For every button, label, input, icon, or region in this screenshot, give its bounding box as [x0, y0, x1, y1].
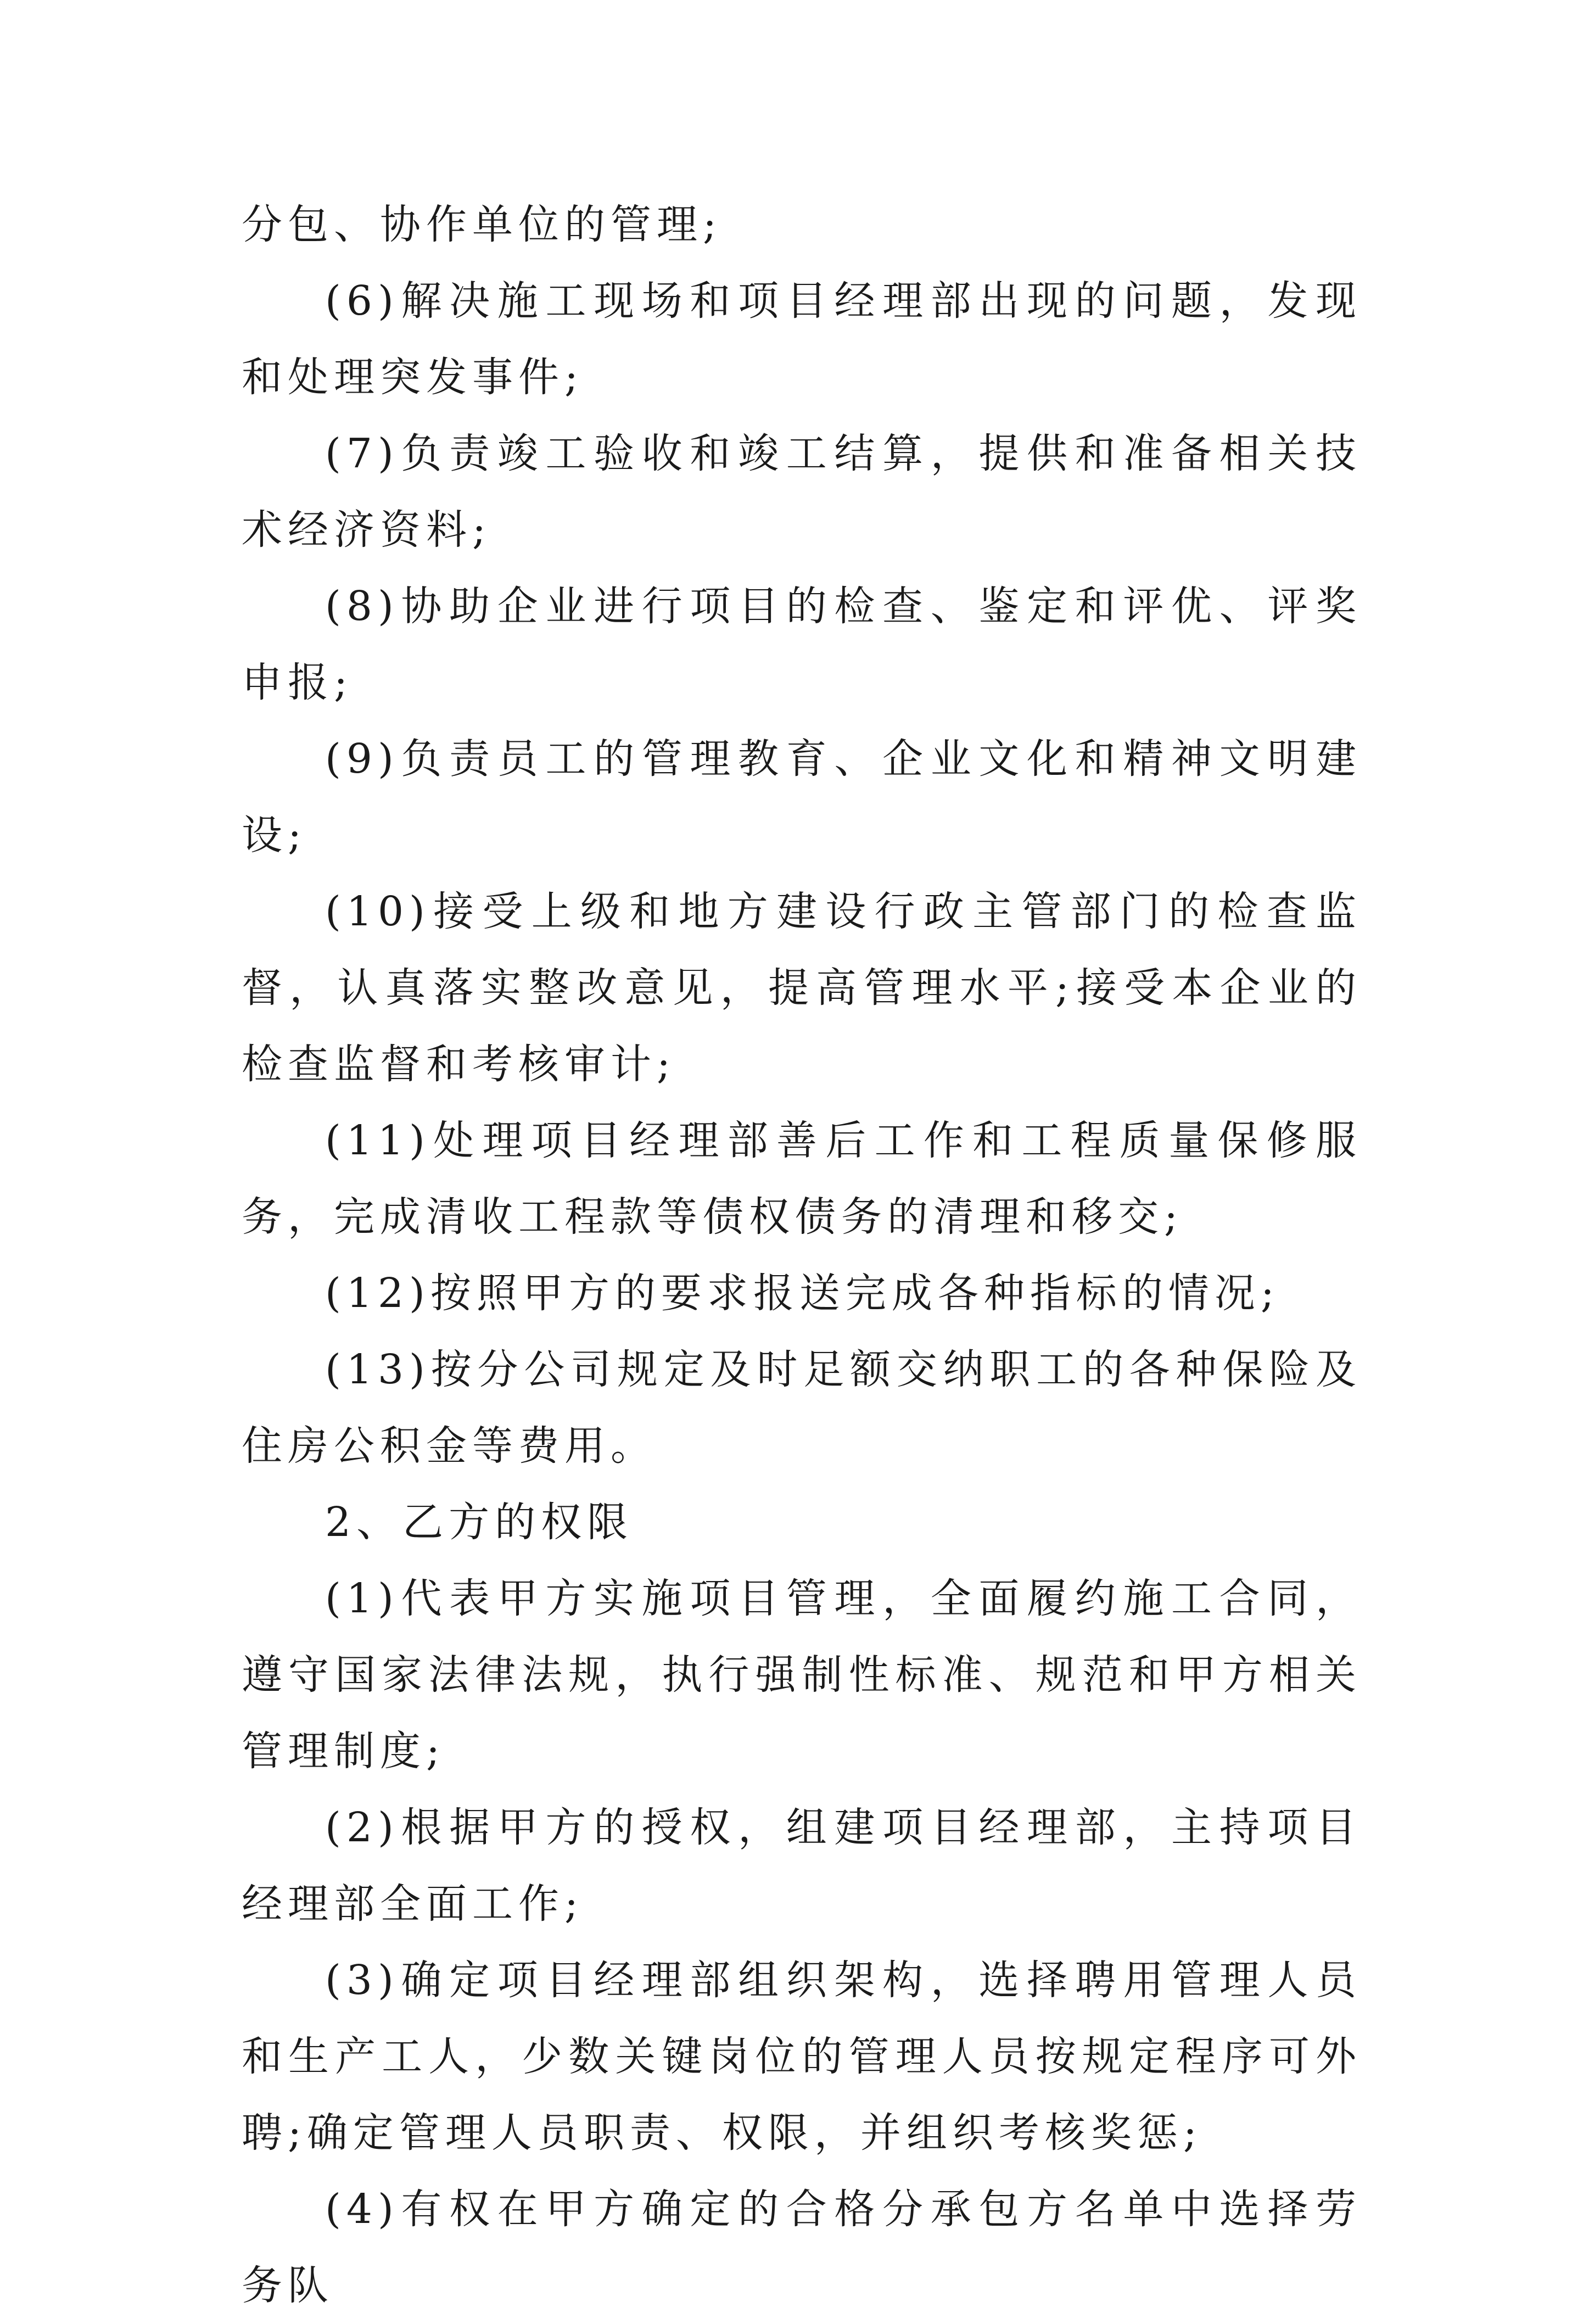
paragraph-item-11: (11)处理项目经理部善后工作和工程质量保修服务，完成清收工程款等债权债务的清理和移交; — [242, 1117, 1362, 1241]
paragraph-item-12: (12)按照甲方的要求报送完成各种指标的情况; — [325, 1270, 1280, 1317]
paragraph-item-13: (13)按分公司规定及时足额交纳职工的各种保险及住房公积金等费用。 — [242, 1346, 1362, 1470]
paragraph-authority-2: (2)根据甲方的授权，组建项目经理部，主持项目经理部全面工作; — [242, 1804, 1362, 1928]
document-body — [242, 187, 1362, 2324]
section-heading: 2、乙方的权限 — [325, 1499, 634, 1546]
paragraph-item-8: (8)协助企业进行项目的检查、鉴定和评优、评奖申报; — [242, 583, 1362, 706]
paragraph-continuation: 分包、协作单位的管理; — [242, 201, 722, 248]
paragraph-item-7: (7)负责竣工验收和竣工结算，提供和准备相关技术经济资料; — [242, 430, 1362, 554]
paragraph-item-6: (6)解决施工现场和项目经理部出现的问题，发现和处理突发事件; — [242, 277, 1362, 401]
paragraph-authority-3: (3)确定项目经理部组织架构，选择聘用管理人员和生产工人，少数关键岗位的管理人员按规定程序可外聘;确定管理人员职责、权限，并组织考核奖惩; — [242, 1957, 1362, 2157]
paragraph-item-10: (10)接受上级和地方建设行政主管部门的检查监督，认真落实整改意见，提高管理水平;接受本企业的检查监督和考核审计; — [242, 888, 1362, 1088]
paragraph-authority-1: (1)代表甲方实施项目管理，全面履约施工合同，遵守国家法律法规，执行强制性标准、规范和甲方相关管理制度; — [242, 1575, 1362, 1775]
paragraph-authority-4: (4)有权在甲方确定的合格分承包方名单中选择劳务队 — [242, 2186, 1362, 2309]
paragraph-item-9: (9)负责员工的管理教育、企业文化和精神文明建设; — [242, 735, 1362, 859]
